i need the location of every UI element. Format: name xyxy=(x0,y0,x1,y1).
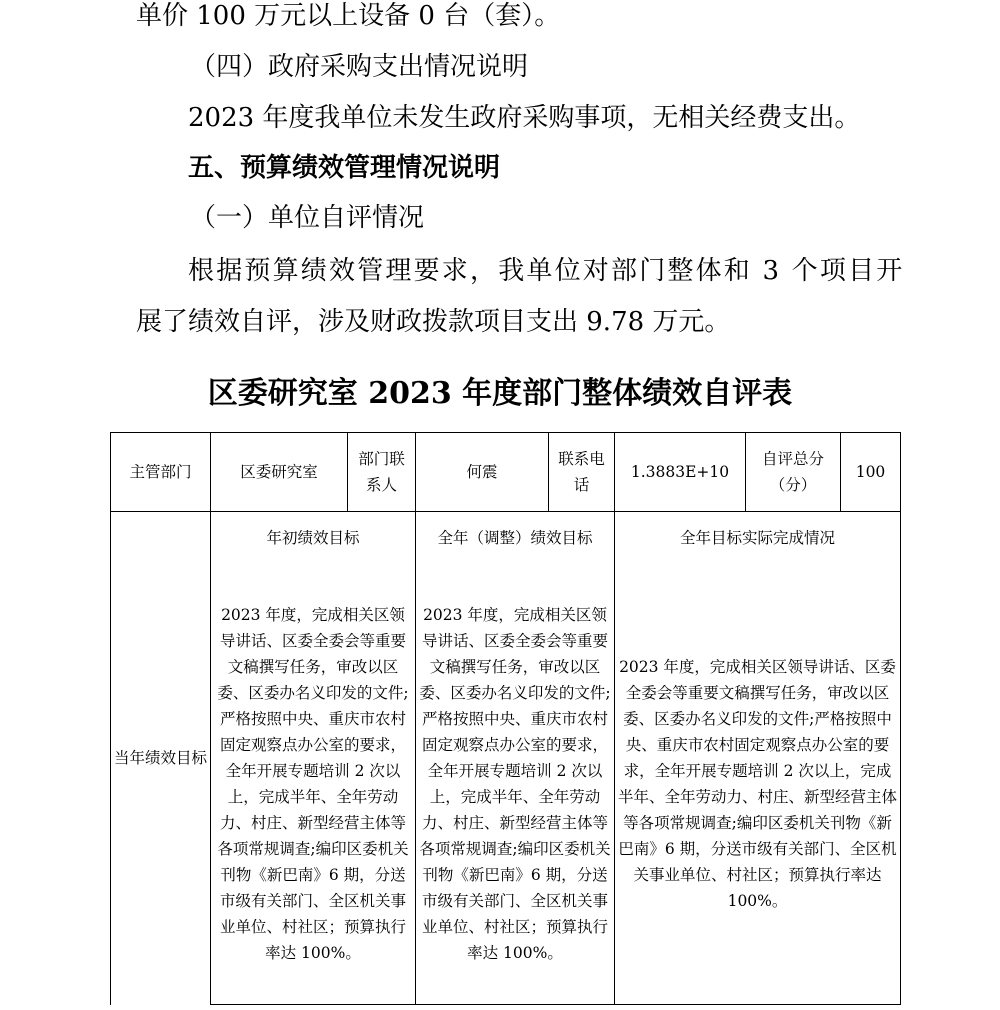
adjusted-goals-text: 2023 年度，完成相关区领导讲话、区委全委会等重要文稿撰写任务，审改以区委、区委办名义印发的文件;严格按照中央、重庆市农村固定观察点办公室的要求，全年开展专题培训 2 次以上，完成半年、全年劳动力、村庄、新型经营主体等各项常规调查;编印区委机关刊物《新巴南》6 期，分送市级有关部门、全区机关事业单位、村社区；预算执行率达 100%。 xyxy=(416,564,615,1005)
section-heading-performance: 五、预算绩效管理情况说明 xyxy=(188,153,501,183)
contact-label: 部门联系人 xyxy=(348,433,416,512)
dept-label: 主管部门 xyxy=(111,433,211,512)
score-label: 自评总分（分） xyxy=(746,433,841,512)
paragraph-self-eval-line1: 根据预算绩效管理要求，我单位对部门整体和 3 个项目开 xyxy=(188,256,905,286)
table-header-row xyxy=(111,433,901,512)
section-heading-self-eval: （一）单位自评情况 xyxy=(190,203,425,233)
initial-goals-text: 2023 年度，完成相关区领导讲话、区委全委会等重要文稿撰写任务，审改以区委、区委办名义印发的文件;严格按照中央、重庆市农村固定观察点办公室的要求，全年开展专题培训 2 次以上，完成半年、全年劳动力、村庄、新型经营主体等各项常规调查;编印区委机关刊物《新巴南》6 期，分送市级有关部门、全区机关事业单位、村社区；预算执行率达 100%。 xyxy=(211,564,416,1005)
actual-completion-text: 2023 年度，完成相关区领导讲话、区委全委会等重要文稿撰写任务，审改以区委、区委办名义印发的文件;严格按照中央、重庆市农村固定观察点办公室的要求，全年开展专题培训 2 次以上，完成半年、全年劳动力、村庄、新型经营主体等各项常规调查;编印区委机关刊物《新巴南》6 期，分送市级有关部门、全区机关事业单位、村社区；预算执行率达 100%。 xyxy=(615,564,901,1005)
col-adjusted-goals: 全年（调整）绩效目标 xyxy=(416,512,615,565)
table-title: 区委研究室 2023 年度部门整体绩效自评表 xyxy=(207,376,793,411)
col-initial-goals: 年初绩效目标 xyxy=(211,512,416,565)
contact-value: 何震 xyxy=(416,433,549,512)
paragraph-equipment-count: 单价 100 万元以上设备 0 台（套）。 xyxy=(136,1,561,31)
col-actual-completion: 全年目标实际完成情况 xyxy=(615,512,901,565)
dept-value: 区委研究室 xyxy=(211,433,348,512)
paragraph-self-eval-line2: 展了绩效自评，涉及财政拨款项目支出 9.78 万元。 xyxy=(136,307,731,337)
phone-label: 联系电话 xyxy=(549,433,615,512)
performance-eval-table xyxy=(110,432,901,1005)
section-heading-procurement: （四）政府采购支出情况说明 xyxy=(190,52,529,82)
score-value: 100 xyxy=(841,433,901,512)
paragraph-procurement: 2023 年度我单位未发生政府采购事项，无相关经费支出。 xyxy=(188,103,861,133)
goals-body-row xyxy=(111,564,901,1005)
goals-header-row xyxy=(111,512,901,565)
phone-value: 1.3883E+10 xyxy=(615,433,746,512)
goals-row-label: 当年绩效目标 xyxy=(111,512,211,1005)
